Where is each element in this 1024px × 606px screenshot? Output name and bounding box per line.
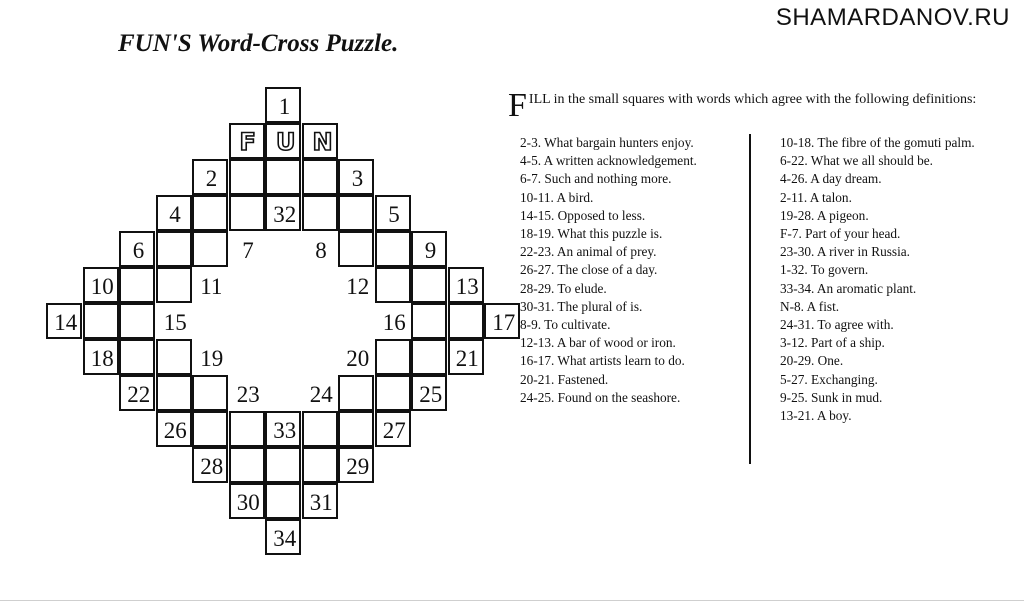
clue-item: 14-15. Opposed to less.: [520, 207, 646, 223]
clue-number: 13: [455, 274, 479, 299]
clue-item: 4-26. A day dream.: [780, 171, 882, 187]
clue-number: 14: [54, 310, 78, 335]
clue-number: 1: [278, 94, 291, 119]
clue-item: 10-18. The fibre of the gomuti palm.: [780, 135, 975, 150]
clue-number: 6: [132, 238, 145, 263]
clue-number: 21: [455, 346, 479, 371]
clue-item: 18-19. What this puzzle is.: [520, 226, 663, 242]
clue-number: 27: [382, 418, 406, 443]
prefilled-letter: U: [276, 128, 296, 156]
clue-item: 9-25. Sunk in mud.: [780, 389, 883, 405]
instructions-dropcap: F: [508, 87, 527, 124]
clue-number: 25: [419, 382, 443, 407]
grid-cell[interactable]: [338, 231, 374, 267]
clue-number: 11: [200, 274, 223, 299]
grid-cell[interactable]: [375, 375, 411, 411]
clue-number: 28: [200, 454, 224, 479]
instructions-text: ILL in the small squares with words which agree with the following definitions:: [528, 92, 977, 107]
grid-cell[interactable]: [192, 375, 228, 411]
prefilled-letter: F: [239, 128, 256, 156]
clue-number: 22: [127, 382, 151, 407]
clue-number: 33: [273, 418, 297, 443]
clue-item: 2-11. A talon.: [780, 189, 852, 205]
clue-number: 5: [388, 202, 400, 227]
clue-item: 10-11. A bird.: [520, 189, 594, 205]
clue-item: 30-31. The plural of is.: [520, 298, 643, 314]
clue-item: 23-30. A river in Russia.: [780, 244, 911, 260]
clue-number: 12: [346, 274, 370, 299]
grid-cell[interactable]: [119, 267, 155, 303]
grid-cell[interactable]: [229, 195, 265, 231]
grid-cell[interactable]: [156, 375, 192, 411]
clue-number: 9: [424, 238, 437, 263]
grid-cell[interactable]: [375, 267, 411, 303]
grid-cell[interactable]: [448, 303, 484, 339]
grid-cell[interactable]: [302, 411, 338, 447]
clue-item: 1-32. To govern.: [780, 262, 869, 278]
clue-item: 12-13. A bar of wood or iron.: [520, 335, 676, 351]
grid-cell[interactable]: [192, 195, 228, 231]
grid-cell[interactable]: [302, 447, 338, 483]
clue-item: 6-7. Such and nothing more.: [520, 171, 672, 187]
grid-cell[interactable]: [229, 411, 265, 447]
clue-number: 16: [382, 310, 406, 335]
grid-cell[interactable]: [229, 159, 265, 195]
grid-cell[interactable]: [119, 303, 155, 339]
clue-item: 33-34. An aromatic plant.: [780, 280, 917, 296]
clue-item: 2-3. What bargain hunters enjoy.: [520, 135, 694, 150]
clue-item: 26-27. The close of a day.: [520, 262, 658, 278]
clue-item: 4-5. A written acknowledgement.: [520, 153, 697, 169]
clue-number: 19: [200, 346, 224, 371]
grid-cell[interactable]: [411, 303, 447, 339]
grid-cell[interactable]: [375, 339, 411, 375]
clue-item: F-7. Part of your head.: [780, 226, 901, 242]
clue-item: N-8. A fist.: [780, 298, 840, 314]
instructions: [508, 87, 988, 124]
clue-item: 5-27. Exchanging.: [780, 371, 878, 387]
clue-number: 15: [163, 310, 187, 335]
grid-cell[interactable]: [411, 339, 447, 375]
grid-cell[interactable]: [302, 195, 338, 231]
clue-item: 3-12. Part of a ship.: [780, 335, 885, 351]
grid-cell[interactable]: [265, 447, 301, 483]
clue-number: 4: [169, 202, 181, 227]
grid-cell[interactable]: [375, 231, 411, 267]
clue-item: 24-31. To agree with.: [780, 317, 894, 333]
clue-number: 17: [492, 310, 516, 335]
clue-number: 20: [346, 346, 370, 371]
clue-number: 30: [236, 490, 260, 515]
clue-item: 19-28. A pigeon.: [780, 207, 869, 223]
clues-column-right: [770, 134, 995, 425]
clue-number: 10: [90, 274, 114, 299]
grid-cell[interactable]: [265, 483, 301, 519]
clue-item: 24-25. Found on the seashore.: [520, 389, 681, 405]
clue-item: 20-29. One.: [780, 353, 844, 369]
clue-number: 3: [351, 166, 364, 191]
grid-cell[interactable]: [83, 303, 119, 339]
grid-cell[interactable]: [265, 159, 301, 195]
grid-cell[interactable]: [192, 231, 228, 267]
clue-number: 23: [236, 382, 260, 407]
clue-item: 28-29. To elude.: [520, 280, 607, 296]
watermark: SHAMARDANOV.RU: [775, 4, 1010, 31]
clue-number: 26: [163, 418, 187, 443]
clue-item: 6-22. What we all should be.: [780, 153, 934, 169]
clue-item: 22-23. An animal of prey.: [520, 244, 657, 260]
clue-number: 24: [309, 382, 333, 407]
grid-cell[interactable]: [411, 267, 447, 303]
grid-cell[interactable]: [156, 267, 192, 303]
grid-cell[interactable]: [338, 375, 374, 411]
grid-cell[interactable]: [119, 339, 155, 375]
clue-item: 8-9. To cultivate.: [520, 317, 611, 333]
grid-cell[interactable]: [338, 411, 374, 447]
grid-cell[interactable]: [338, 195, 374, 231]
clue-number: 7: [242, 238, 254, 263]
clue-item: 20-21. Fastened.: [520, 371, 609, 387]
clue-item: 13-21. A boy.: [780, 408, 852, 424]
clues-column-left: [510, 134, 735, 407]
bottom-rule: [0, 600, 1024, 601]
grid-cell[interactable]: [192, 411, 228, 447]
grid-cell[interactable]: [156, 339, 192, 375]
grid-cell[interactable]: [229, 447, 265, 483]
column-divider: [749, 134, 751, 464]
prefilled-letter: N: [312, 128, 333, 156]
clue-number: 8: [315, 238, 327, 263]
grid-cell[interactable]: [156, 231, 192, 267]
clue-number: 31: [309, 490, 333, 515]
grid-cell[interactable]: [302, 159, 338, 195]
clue-number: 29: [346, 454, 370, 479]
clue-number: 2: [205, 166, 218, 191]
clue-number: 32: [273, 202, 297, 227]
clue-item: 16-17. What artists learn to do.: [520, 353, 685, 369]
puzzle-title: FUN'S Word-Cross Puzzle.: [118, 30, 399, 57]
clue-number: 34: [273, 526, 297, 551]
clue-number: 18: [90, 346, 114, 371]
